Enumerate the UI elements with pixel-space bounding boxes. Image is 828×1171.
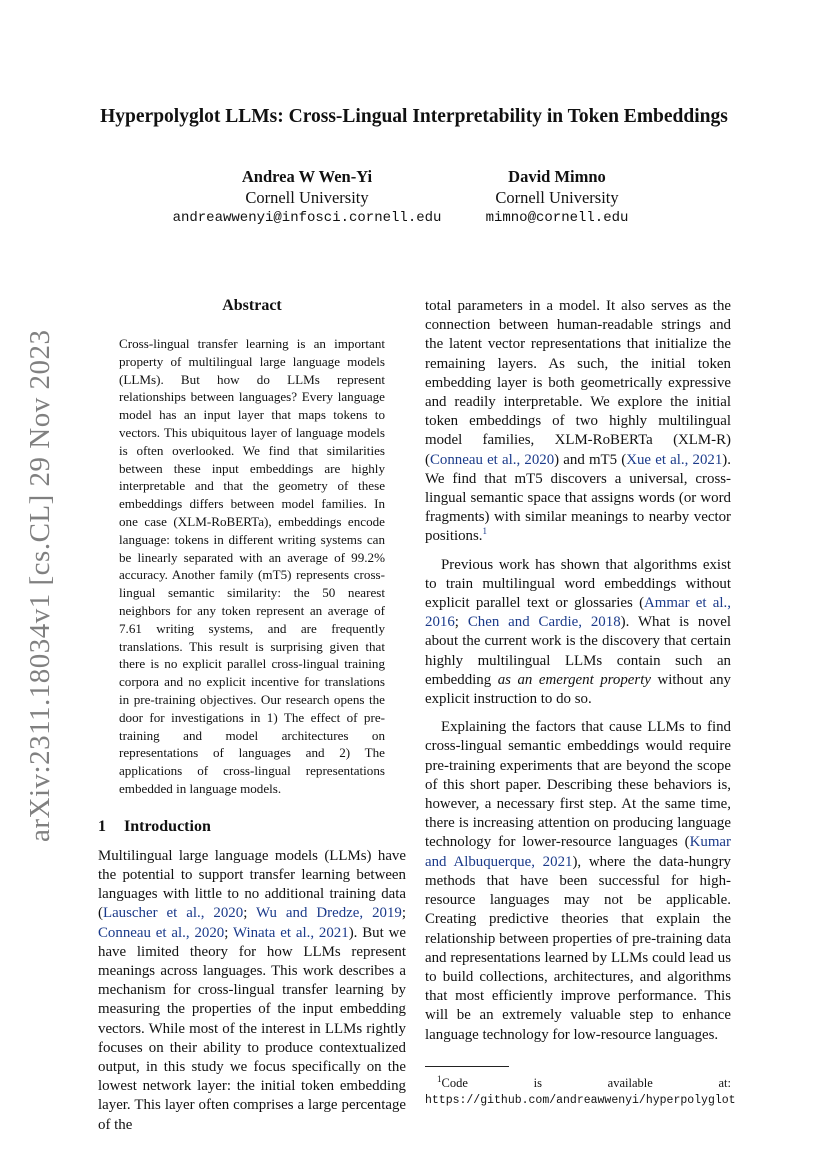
citation-link[interactable]: Ammar et al., 2016	[425, 595, 731, 631]
section-title: Introduction	[124, 817, 211, 835]
intro-paragraph-1	[98, 847, 406, 1135]
author-block-1	[132, 166, 482, 229]
text-run: ;	[454, 614, 468, 631]
author-email[interactable]: mimno@cornell.edu	[485, 210, 629, 226]
arxiv-identifier: arXiv:2311.18034v1 [cs.CL] 29 Nov 2023	[24, 329, 56, 842]
citation-link[interactable]: Winata et al., 2021	[232, 924, 349, 941]
text-run: Explaining the factors that cause LLMs to find cross-lingual semantic embeddings would require pre-training experiments that are beyond the scope of this short paper. Describing these behaviors is, however, a necessary first step. At the same time, there is increasing attention on producing language technology for lower-resource languages (	[425, 719, 731, 851]
text-run: ;	[401, 905, 406, 922]
citation-link[interactable]: Kumar and Albuquerque, 2021	[425, 834, 731, 870]
left-column	[98, 296, 406, 1135]
intro-paragraph-2	[425, 556, 731, 710]
intro-paragraph-3	[425, 718, 731, 1044]
intro-paragraph-1-continued	[425, 297, 731, 547]
author-name: Andrea W Wen-Yi	[241, 167, 373, 186]
footnote-divider	[425, 1066, 509, 1067]
footnote-text: Code is available at:	[441, 1075, 731, 1090]
text-run: ). What is novel about the current work is the discovery that certain highly multilingual LLMs contain such an embedding	[425, 614, 731, 688]
author-name: David Mimno	[508, 167, 606, 186]
emphasis-text: as an emergent property	[497, 671, 651, 688]
author-affiliation: Cornell University	[245, 188, 369, 207]
text-run: Multilingual large language models (LLMs) have the potential to support transfer learning between languages with little to no additional training data (	[98, 847, 406, 922]
citation-link[interactable]: Wu and Dredze, 2019	[256, 905, 402, 922]
right-column	[425, 297, 736, 1109]
text-run: ;	[243, 905, 257, 922]
citation-link[interactable]: Xue et al., 2021	[626, 451, 723, 468]
citation-link[interactable]: Lauscher et al., 2020	[102, 905, 244, 922]
paper-title: Hyperpolyglot LLMs: Cross-Lingual Interpretability in Token Embeddings	[100, 106, 728, 127]
footnote-number: 1	[437, 1073, 442, 1084]
text-run: without any explicit instruction to do so.	[425, 671, 731, 708]
author-affiliation: Cornell University	[495, 188, 619, 207]
text-run: total parameters in a model. It also serves as the connection between human-readable strings and the latent vector representations that initialize the remaining layers. As such, the initial token embedding layer is both geometrically expressive and readily interpretable. We explore the initial token embeddings of two highly multilingual model families, XLM-RoBERTa (XLM-R) (	[425, 298, 731, 468]
text-run: ). We find that mT5 discovers a universal, cross-lingual semantic space that assigns words (or word fragments) with similar meanings to nearby vector positions.	[425, 451, 731, 545]
text-run: ;	[224, 924, 233, 941]
footnote	[425, 1073, 736, 1109]
code-repository-link[interactable]: https://github.com/andreawwenyi/hyperpolyglot	[425, 1093, 736, 1107]
section-number: 1	[98, 817, 106, 835]
abstract-text: Cross-lingual transfer learning is an important property of multilingual large language models (LLMs). But how do LLMs represent relationships between languages? Every language model has an input layer that maps tokens to vectors. This ubiquitous layer of language models is often overlooked. We find that similarities between these input embeddings are highly interpretable and that the geometry of these embeddings differs between model families. In one case (XLM-RoBERTa), embeddings encode language: tokens in different writing systems can be linearly separated with an average of 99.2% accuracy. Another family (mT5) represents cross-lingual semantic similarity: the 50 nearest neighbors for any token represent an average of 7.61 writing systems, and are frequently translations. This result is surprising given that there is no explicit parallel cross-lingual training corpora and no explicit incentive for translations in pre-training objectives. Our research opens the door for investigations in 1) The effect of pre-training and model architectures on representations of languages and 2) The applications of cross-lingual representations embedded in language models.	[119, 336, 385, 796]
text-run: ) and mT5 (	[554, 451, 627, 468]
citation-link[interactable]: Conneau et al., 2020	[98, 924, 225, 941]
text-run: Previous work has shown that algorithms exist to train multilingual word embeddings without explicit parallel text or glossaries (	[425, 556, 731, 612]
author-block-2	[442, 166, 672, 229]
text-run: ), where the data-hungry methods that have been successful for high-resource languages may not be applicable. Creating predictive theories that explain the relationship between properties of pre-training data and representations learned by LLMs could lead us to build collections, architectures, and algorithms that most efficiently improve performance. This will be an extremely valuable step to enhance language technology for low-resource languages.	[425, 853, 731, 1043]
text-run: ). But we have limited theory for how LLMs represent meanings across languages. This work describes a mechanism for cross-lingual transfer learning by measuring the properties of the input embedding vectors. While most of the interest in LLMs rightly focuses on their ability to produce contextualized output, in this study we focus specifically on the lowest network layer: the initial token embedding layer. This layer often comprises a large percentage of the	[98, 924, 406, 1133]
section-heading-introduction	[98, 817, 406, 837]
abstract-heading: Abstract	[222, 297, 282, 314]
citation-link[interactable]: Chen and Cardie, 2018	[467, 614, 621, 631]
footnote-marker[interactable]: 1	[482, 526, 488, 537]
author-email[interactable]: andreawwenyi@infosci.cornell.edu	[172, 210, 442, 226]
citation-link[interactable]: Conneau et al., 2020	[429, 451, 555, 468]
